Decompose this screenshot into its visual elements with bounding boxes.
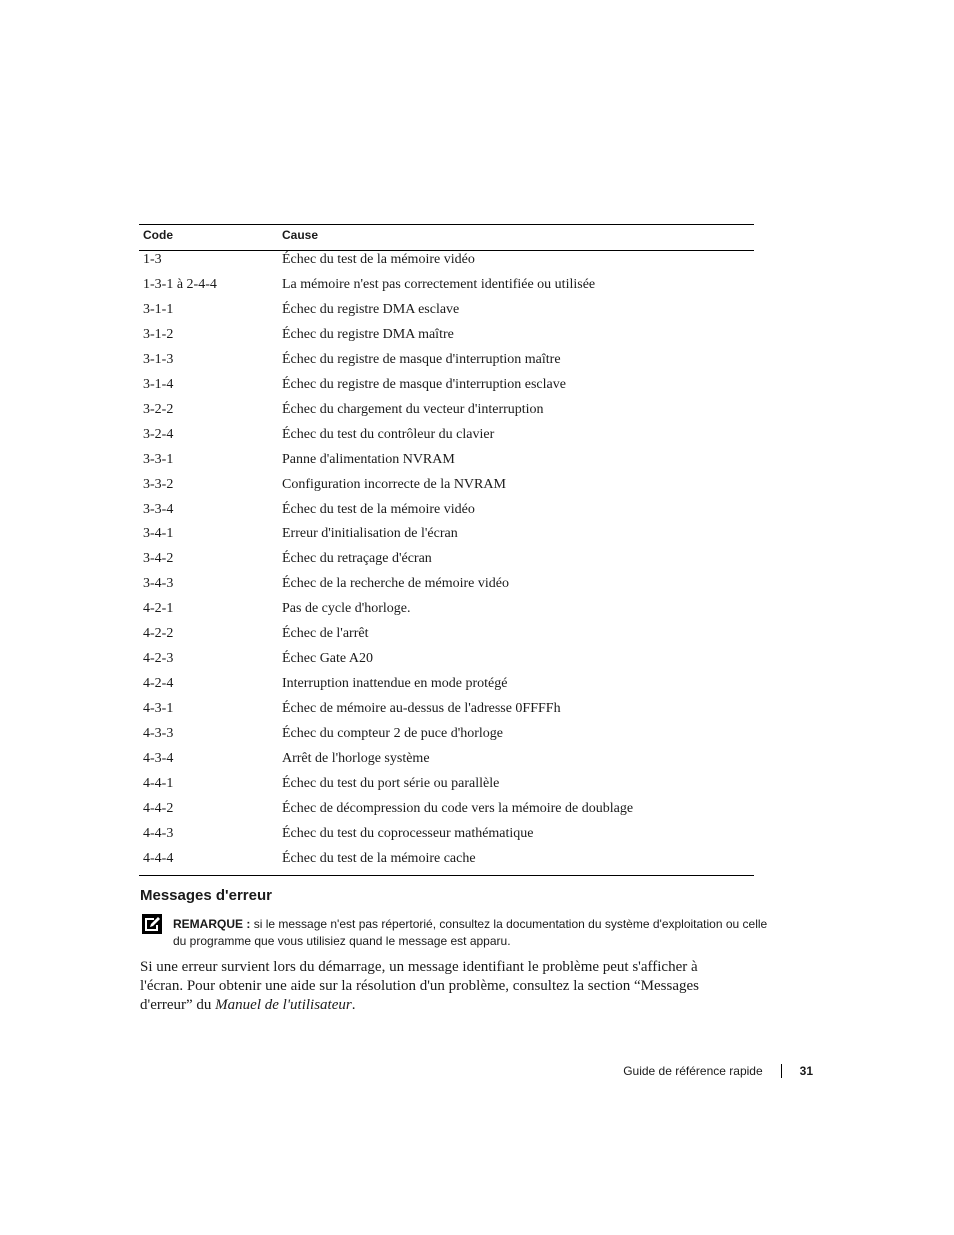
cell-cause: Échec du test de la mémoire cache [282, 850, 476, 866]
cell-cause: Échec du registre de masque d'interruption maître [282, 351, 561, 367]
cell-code: 4-4-2 [143, 800, 174, 816]
table-row [139, 725, 754, 750]
body-paragraph [140, 958, 740, 1015]
table-row [139, 476, 754, 501]
cell-cause: Pas de cycle d'horloge. [282, 601, 411, 617]
table-row [139, 800, 754, 825]
table-row [139, 401, 754, 426]
cell-cause: Échec du registre DMA maître [282, 326, 454, 342]
table-row [139, 326, 754, 351]
table-header-row [139, 225, 754, 251]
cell-code: 4-4-3 [143, 825, 174, 841]
table-row [139, 525, 754, 550]
cell-cause: La mémoire n'est pas correctement identifiée ou utilisée [282, 276, 596, 292]
cell-cause: Échec du retraçage d'écran [282, 551, 432, 567]
cell-code: 4-4-4 [143, 850, 174, 866]
table-row [139, 426, 754, 451]
cell-code: 3-3-2 [143, 476, 174, 492]
table-row [139, 501, 754, 526]
cell-code: 3-3-1 [143, 451, 174, 467]
cell-cause: Échec de mémoire au-dessus de l'adresse 0FFFFh [282, 701, 561, 717]
cell-cause: Échec de décompression du code vers la mémoire de doublage [282, 800, 634, 816]
header-cause: Cause [282, 228, 319, 242]
cell-cause: Configuration incorrecte de la NVRAM [282, 476, 506, 492]
page-footer [623, 1061, 813, 1081]
cell-code: 3-2-2 [143, 401, 174, 417]
cell-code: 3-1-2 [143, 326, 174, 342]
cell-cause: Échec de l'arrêt [282, 626, 369, 642]
post-code-table [139, 224, 754, 876]
table-row [139, 575, 754, 600]
table-row [139, 825, 754, 850]
table-row [139, 276, 754, 301]
cell-code: 1-3-1 à 2-4-4 [143, 276, 217, 292]
cell-cause: Échec du registre DMA esclave [282, 301, 460, 317]
cell-code: 3-3-4 [143, 501, 174, 517]
footer-guide-title: Guide de référence rapide [623, 1064, 763, 1078]
cell-cause: Échec de la recherche de mémoire vidéo [282, 576, 509, 592]
table-row [139, 451, 754, 476]
table-row [139, 251, 754, 276]
note-pencil-icon [142, 914, 162, 934]
table-row [139, 376, 754, 401]
cell-cause: Échec du compteur 2 de puce d'horloge [282, 726, 503, 742]
cell-code: 3-2-4 [143, 426, 174, 442]
cell-code: 3-4-2 [143, 551, 174, 567]
manual-title: Manuel de l'utilisateur [215, 997, 352, 1013]
table-row [139, 600, 754, 625]
cell-cause: Échec Gate A20 [282, 651, 373, 667]
cell-code: 3-4-1 [143, 526, 174, 542]
cell-code: 4-3-4 [143, 751, 174, 767]
table-row [139, 650, 754, 675]
table-row [139, 750, 754, 775]
cell-code: 4-2-3 [143, 651, 174, 667]
cell-cause: Échec du test du port série ou parallèle [282, 776, 500, 792]
cell-code: 4-3-1 [143, 701, 174, 717]
table-row [139, 550, 754, 575]
table-row [139, 700, 754, 725]
table-row [139, 351, 754, 376]
table-body [139, 251, 754, 875]
cell-code: 4-2-4 [143, 676, 174, 692]
cell-code: 3-4-3 [143, 576, 174, 592]
cell-cause: Interruption inattendue en mode protégé [282, 676, 508, 692]
cell-cause: Échec du test du contrôleur du clavier [282, 426, 495, 442]
cell-code: 4-3-3 [143, 726, 174, 742]
header-code: Code [143, 228, 173, 242]
table-row [139, 625, 754, 650]
cell-code: 1-3 [143, 252, 162, 267]
note-text [173, 916, 773, 950]
cell-code: 4-2-2 [143, 626, 174, 642]
note-label: REMARQUE : [173, 917, 251, 931]
cell-code: 4-2-1 [143, 601, 174, 617]
footer-separator [781, 1064, 782, 1078]
cell-cause: Échec du test de la mémoire vidéo [282, 501, 475, 517]
table-row [139, 675, 754, 700]
table-row [139, 775, 754, 800]
cell-code: 3-1-4 [143, 376, 174, 392]
page-number: 31 [799, 1064, 813, 1078]
cell-cause: Échec du test du coprocesseur mathématique [282, 825, 534, 841]
cell-code: 4-4-1 [143, 776, 174, 792]
cell-cause: Échec du chargement du vecteur d'interruption [282, 401, 544, 417]
cell-code: 3-1-1 [143, 301, 174, 317]
table-row [139, 850, 754, 875]
cell-cause: Panne d'alimentation NVRAM [282, 451, 455, 467]
cell-cause: Erreur d'initialisation de l'écran [282, 526, 458, 542]
section-title: Messages d'erreur [140, 887, 272, 904]
body-text: Si une erreur survient lors du démarrage, un message identifiant le problème peut s'afficher à l'écran. Pour obtenir une aide sur la résolution d'un problème, consultez la section “Messages d'erreur” du [140, 959, 699, 1013]
body-end: . [351, 997, 356, 1013]
table-row [139, 301, 754, 326]
note-body: si le message n'est pas répertorié, consultez la documentation du système d'exploitation ou celle du programme que vous utilisiez quand le message est apparu. [173, 917, 768, 948]
cell-cause: Arrêt de l'horloge système [282, 751, 430, 767]
cell-code: 3-1-3 [143, 351, 174, 367]
cell-cause: Échec du test de la mémoire vidéo [282, 252, 475, 267]
cell-cause: Échec du registre de masque d'interruption esclave [282, 376, 566, 392]
